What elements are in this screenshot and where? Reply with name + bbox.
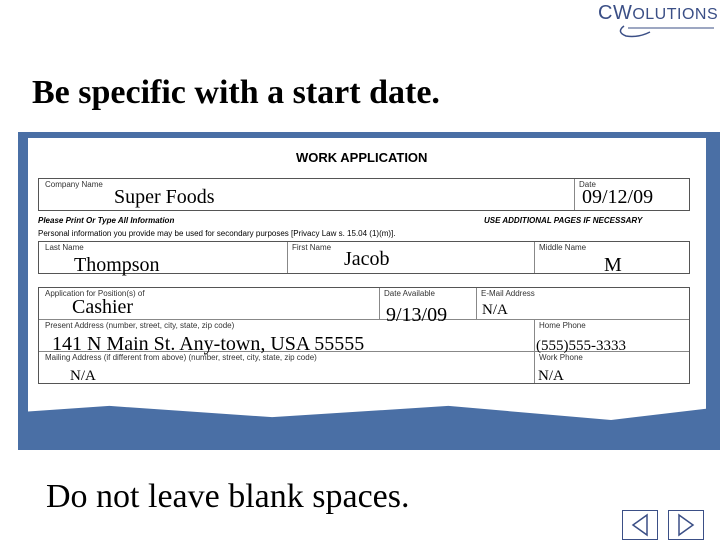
present-address-value: 141 N Main St. Any-town, USA 55555 bbox=[52, 333, 365, 355]
divider bbox=[534, 242, 535, 273]
logo-suffix: OLUTIONS bbox=[632, 6, 719, 23]
logo-prefix: CW bbox=[598, 2, 633, 24]
present-address-label: Present Address (number, street, city, state, zip code) bbox=[45, 321, 235, 330]
divider bbox=[379, 288, 380, 320]
last-name-value: Thompson bbox=[74, 254, 160, 276]
date-available-label: Date Available bbox=[384, 289, 435, 298]
home-phone-value: (555)555-3333 bbox=[536, 338, 626, 354]
date-available-value: 9/13/09 bbox=[386, 304, 448, 326]
triangle-right-icon bbox=[669, 511, 703, 539]
triangle-left-icon bbox=[623, 511, 657, 539]
print-or-type-note: Please Print Or Type All Information bbox=[38, 216, 175, 225]
mailing-address-value: N/A bbox=[70, 368, 96, 384]
company-logo bbox=[598, 2, 719, 40]
logo-swoosh-icon bbox=[598, 2, 719, 40]
bottom-caption: Do not leave blank spaces. bbox=[46, 478, 410, 515]
date-value: 09/12/09 bbox=[582, 186, 654, 208]
privacy-note: Personal information you provide may be used for secondary purposes [Privacy Law s. 15.04 (1)(m)]. bbox=[38, 229, 396, 238]
divider bbox=[287, 242, 288, 273]
prev-slide-button[interactable] bbox=[622, 510, 658, 540]
divider bbox=[39, 319, 689, 320]
email-value: N/A bbox=[482, 302, 508, 318]
first-name-label: First Name bbox=[292, 243, 332, 252]
middle-name-label: Middle Name bbox=[539, 243, 587, 252]
middle-name-value: M bbox=[604, 254, 622, 276]
first-name-value: Jacob bbox=[344, 248, 390, 270]
position-label: Application for Position(s) of bbox=[45, 289, 145, 298]
position-value: Cashier bbox=[72, 296, 134, 318]
work-phone-label: Work Phone bbox=[539, 353, 583, 362]
home-phone-label: Home Phone bbox=[539, 321, 586, 330]
work-phone-value: N/A bbox=[538, 368, 564, 384]
company-name-value: Super Foods bbox=[114, 186, 215, 208]
mailing-address-label: Mailing Address (if different from above) (number, street, city, state, zip code) bbox=[45, 353, 317, 362]
divider bbox=[574, 179, 575, 210]
email-label: E-Mail Address bbox=[481, 289, 535, 298]
next-slide-button[interactable] bbox=[668, 510, 704, 540]
additional-pages-note: USE ADDITIONAL PAGES IF NECESSARY bbox=[484, 216, 643, 225]
company-name-label: Company Name bbox=[45, 180, 103, 189]
date-label: Date bbox=[579, 180, 596, 189]
last-name-label: Last Name bbox=[45, 243, 84, 252]
form-title: WORK APPLICATION bbox=[296, 150, 428, 165]
divider bbox=[476, 288, 477, 320]
divider bbox=[534, 319, 535, 383]
slide-title: Be specific with a start date. bbox=[32, 74, 440, 111]
